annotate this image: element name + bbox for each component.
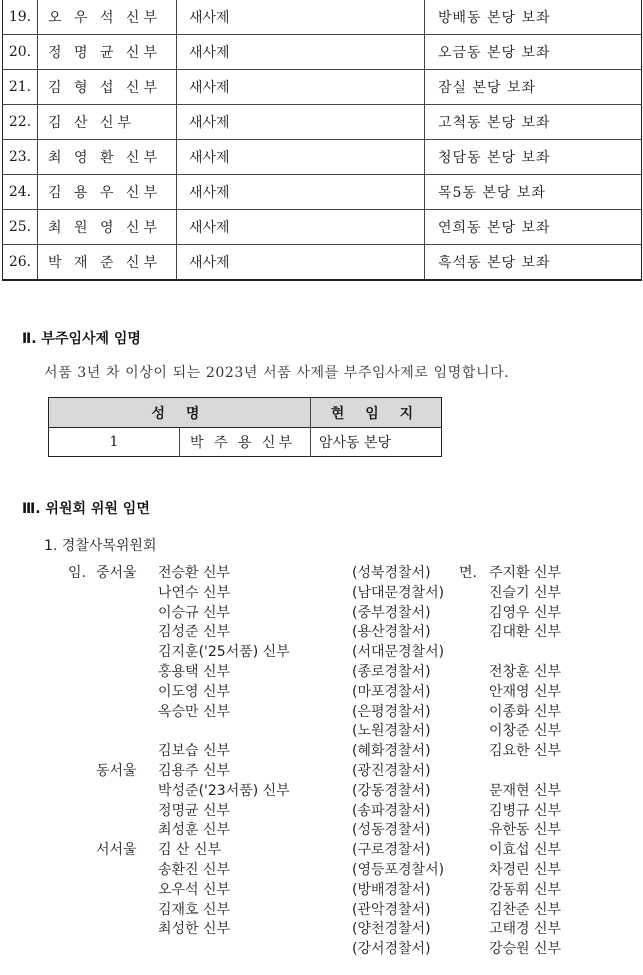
- dismissed-name: 김찬준 신부: [489, 901, 562, 918]
- dismissed-name: 유한동 신부: [489, 822, 562, 839]
- current-parish: 암사동 본당: [319, 435, 392, 451]
- police-station: (용산경찰서): [352, 624, 431, 641]
- priest-status: 새사제: [177, 245, 425, 281]
- list-item: [0, 879, 643, 899]
- appointee-name: 이도영 신부: [158, 683, 231, 700]
- row-number: 23.: [3, 140, 38, 175]
- assigned-post: 잠실 본당 보좌: [425, 70, 642, 105]
- header-location: 현 임 지: [311, 398, 442, 428]
- dismissed-name: 진슬기 신부: [489, 584, 562, 601]
- priest-status: 새사제: [177, 35, 425, 70]
- assigned-post: 고척동 본당 보좌: [425, 105, 642, 140]
- dismissed-name: 이창준 신부: [489, 723, 562, 740]
- police-station: (구로경찰서): [352, 842, 431, 859]
- list-item: [0, 621, 643, 641]
- priest-status: 새사제: [177, 0, 425, 35]
- assigned-post: 오금동 본당 보좌: [425, 35, 642, 70]
- row-number: 20.: [3, 35, 38, 70]
- list-item: [0, 661, 643, 681]
- dismissed-name: 김대환 신부: [489, 624, 562, 641]
- appointee-name: 김 산 신부: [158, 842, 221, 859]
- subsection-title: 1. 경찰사목위원회: [44, 538, 157, 554]
- dismissed-name: 김영우 신부: [489, 604, 562, 621]
- row-number: 26.: [3, 245, 38, 281]
- region-label: 동서울: [96, 762, 137, 779]
- section-2-description: 서품 3년 차 이상이 되는 2023년 서품 사제를 부주임사제로 임명합니다.: [44, 365, 510, 381]
- list-item: [0, 899, 643, 919]
- row-number: 1: [49, 428, 180, 457]
- police-station: (남대문경찰서): [352, 584, 445, 601]
- region-label: 서서울: [96, 842, 137, 859]
- police-station: (강동경찰서): [352, 782, 431, 799]
- list-item: [0, 641, 643, 661]
- assigned-post: 흑석동 본당 보좌: [425, 245, 642, 281]
- police-station: (송파경찰서): [352, 802, 431, 819]
- list-item: [0, 582, 643, 602]
- dismissed-name: 고태경 신부: [489, 921, 562, 938]
- list-item: [0, 839, 643, 859]
- region-label: 중서울: [96, 565, 137, 581]
- appointee-name: 홍용택 신부: [158, 663, 231, 680]
- associate-pastor-table-body: [49, 428, 442, 457]
- priest-status: 새사제: [177, 140, 425, 175]
- row-number: 19.: [3, 0, 38, 35]
- table-row: [3, 35, 642, 70]
- priest-status: 새사제: [177, 210, 425, 245]
- row-number: 21.: [3, 70, 38, 105]
- appointee-name: 박성준('23서품) 신부: [158, 782, 290, 799]
- dismiss-label: 면.: [459, 565, 477, 581]
- appointee-name: 오우석 신부: [158, 881, 231, 898]
- appointee-name: 김보습 신부: [158, 743, 231, 760]
- police-station: (서대문경찰서): [352, 644, 445, 661]
- list-item: [0, 701, 643, 721]
- assigned-post: 방배동 본당 보좌: [438, 10, 551, 26]
- list-item: [0, 819, 643, 839]
- table-row: [49, 428, 442, 457]
- police-station: (노원경찰서): [352, 723, 431, 740]
- appointee-name: 이승규 신부: [158, 604, 231, 621]
- appointee-name: 나연수 신부: [158, 584, 231, 601]
- list-item: [0, 800, 643, 820]
- priest-status: 새사제: [177, 70, 425, 105]
- committee-list: [0, 562, 643, 958]
- list-item: [0, 681, 643, 701]
- table-row: [3, 140, 642, 175]
- list-item: [0, 760, 643, 780]
- section-3-title: Ⅲ. 위원회 위원 임면: [22, 501, 150, 517]
- priest-name: 김 용 우 신부: [38, 175, 177, 210]
- police-station: (중부경찰서): [352, 604, 431, 621]
- appointee-name: 옥승만 신부: [158, 703, 231, 720]
- police-station: (광진경찰서): [352, 762, 431, 779]
- list-item: [0, 720, 643, 740]
- police-station: (종로경찰서): [352, 663, 431, 680]
- priest-status: 새사제: [177, 175, 425, 210]
- police-station: (양천경찰서): [352, 921, 431, 938]
- priest-name: 최 원 영 신부: [38, 210, 177, 245]
- associate-pastor-table: [48, 397, 442, 457]
- dismissed-name: 이종화 신부: [489, 703, 562, 720]
- dismissed-name: 강승원 신부: [489, 941, 562, 958]
- dismissed-name: 문재현 신부: [489, 782, 562, 799]
- table-row: [3, 105, 642, 140]
- list-item: [0, 740, 643, 760]
- list-item: [0, 602, 643, 622]
- police-station: (은평경찰서): [352, 703, 431, 720]
- appointee-name: 김재호 신부: [158, 901, 231, 918]
- dismissed-name: 전창훈 신부: [489, 663, 562, 680]
- appointee-name: 김성준 신부: [158, 624, 231, 641]
- priest-name: 오 우 석 신부: [38, 0, 177, 35]
- police-station: (성북경찰서): [352, 565, 431, 581]
- appointee-name: 전승환 신부: [158, 565, 231, 581]
- priest-name: 김 산 신부: [38, 105, 177, 140]
- priest-name: 정 명 균 신부: [38, 35, 177, 70]
- table-row: [3, 0, 642, 35]
- priest-status: 새사제: [177, 105, 425, 140]
- police-station: (관악경찰서): [352, 901, 431, 918]
- dismissed-name: 김요한 신부: [489, 743, 562, 760]
- table-row: [3, 175, 642, 210]
- appointee-name: 최성한 신부: [158, 921, 231, 938]
- row-number: 22.: [3, 105, 38, 140]
- table-row: [3, 210, 642, 245]
- assigned-post: 청담동 본당 보좌: [425, 140, 642, 175]
- list-item: [0, 859, 643, 879]
- police-station: (마포경찰서): [352, 683, 431, 700]
- dismissed-name: 주지환 신부: [489, 565, 562, 581]
- police-station: (방배경찰서): [352, 881, 431, 898]
- priest-name: 박 재 준 신부: [38, 245, 177, 281]
- assignment-table: [2, 0, 642, 281]
- associate-pastor-table-header: [49, 398, 442, 428]
- list-item: [0, 780, 643, 800]
- assigned-post: 목5동 본당 보좌: [425, 175, 642, 210]
- appointee-name: 송환진 신부: [158, 861, 231, 878]
- table-row: [3, 245, 642, 281]
- priest-name: 김 형 섭 신부: [38, 70, 177, 105]
- table-row: [3, 70, 642, 105]
- row-number: 24.: [3, 175, 38, 210]
- police-station: (영등포경찰서): [352, 861, 445, 878]
- appointee-name: 김지훈('25서품) 신부: [158, 644, 290, 661]
- list-item: [0, 918, 643, 938]
- dismissed-name: 김병규 신부: [489, 802, 562, 819]
- section-2-title: Ⅱ. 부주임사제 임명: [22, 331, 141, 347]
- dismissed-name: 차경린 신부: [489, 861, 562, 878]
- row-number: 25.: [3, 210, 38, 245]
- assignment-table-body: [3, 0, 642, 280]
- appointee-name: 최성훈 신부: [158, 822, 231, 839]
- dismissed-name: 강동휘 신부: [489, 881, 562, 898]
- appointee-name: 김용주 신부: [158, 762, 231, 779]
- appoint-label: 임.: [68, 565, 86, 581]
- list-item: [0, 938, 643, 958]
- assigned-post: 연희동 본당 보좌: [425, 210, 642, 245]
- priest-name: 최 영 환 신부: [38, 140, 177, 175]
- police-station: (강서경찰서): [352, 941, 431, 958]
- header-name: 성 명: [49, 398, 311, 428]
- police-station: (혜화경찰서): [352, 743, 431, 760]
- appointee-name: 정명균 신부: [158, 802, 231, 819]
- police-station: (성동경찰서): [352, 822, 431, 839]
- dismissed-name: 이효섭 신부: [489, 842, 562, 859]
- dismissed-name: 안재영 신부: [489, 683, 562, 700]
- priest-name: 박 주 용 신부: [180, 428, 311, 457]
- list-item: [0, 562, 643, 582]
